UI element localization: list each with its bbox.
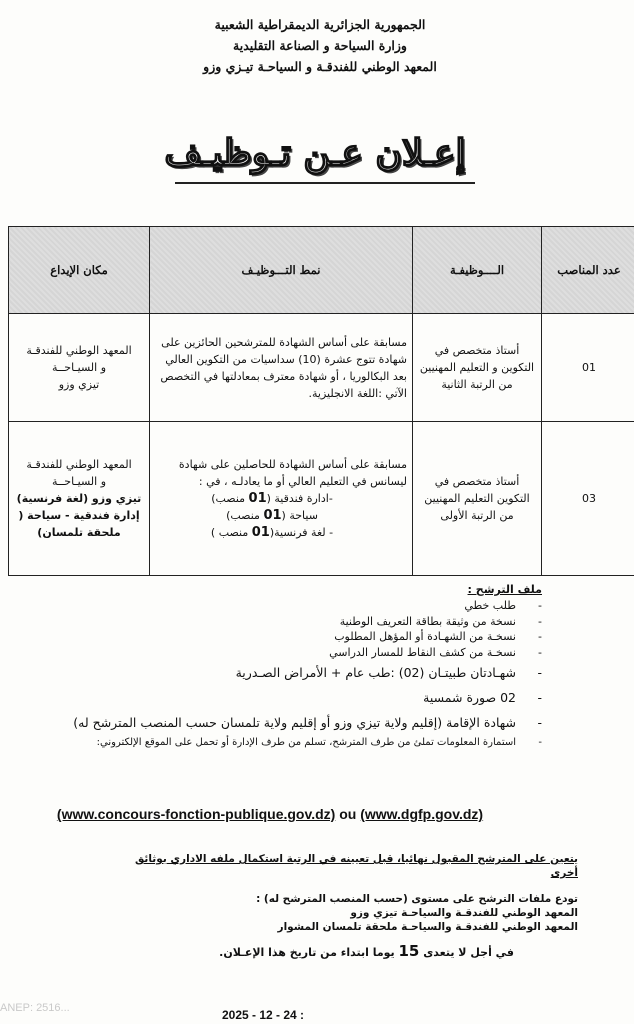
header-place: مكان الإيداع [9, 227, 150, 314]
note-line: المعهد الوطني للفندقـة والسياحـة ملحقة تلمسان المشوار [277, 921, 578, 933]
row-job: أستاذ متخصص في التكوين التعليم المهنيين من الرتبة الأولى [413, 422, 542, 576]
table-header-row [9, 227, 634, 314]
recruitment-table [8, 226, 634, 576]
header-count: عدد المناصب [542, 227, 634, 314]
mode-item: -ادارة فندقية (01 منصب) [211, 491, 333, 506]
website-link[interactable]: (www.dgfp.gov.dz) [360, 806, 484, 822]
list-item: - استمارة المعلومات تملئ من طرف المترشح، تسلم من طرف الإدارة أو تحمل على الموقع الإلكتروني: [62, 735, 542, 751]
list-item: - نسخـة من كشف النقاط للمسار الدراسي [62, 645, 542, 661]
header-ministry: وزارة السياحة و الصناعة التقليدية [233, 38, 407, 53]
place-line: و السيـاحــة [51, 361, 107, 374]
mode-item: - لغة فرنسية(01 منصب ) [210, 525, 334, 540]
footer-date: 2025 - 12 - 24 : [222, 1008, 305, 1022]
row-job: أستاذ متخصص في التكوين و التعليم المهنيين من الرتبة الثانية [413, 314, 542, 422]
place-line: إدارة فندقية - سياحة ( ملحقة تلمسان) [18, 509, 140, 539]
documents-section [62, 583, 542, 751]
list-item: - نسخة من وثيقة بطاقة التعريف الوطنية [62, 614, 542, 630]
row-count: 03 [542, 422, 634, 576]
deadline-days: 15 [398, 942, 420, 960]
page-title: إعـلان عـن تـوظيـف [164, 132, 466, 174]
header-republic: الجمهورية الجزائرية الديمقراطية الشعبية [214, 17, 426, 32]
note-line: تودع ملفات الترشح على مستوى (حسب المنصب المترشح له) : [256, 893, 578, 905]
list-item: - طلب خطي [62, 598, 542, 614]
row-mode: مسابقة على أساس الشهادة للمترشحين الحائزين على شهادة تتوج عشرة (10) سداسيات من التكوين العالي بعد البكالوريا ، أو شهادة معترف بمعادلتها في التخصص الآتي :اللغة الانجليزية. [150, 314, 413, 422]
row-count: 01 [542, 314, 634, 422]
note-line: المعهد الوطني للفندقـة والسياحـة تيزي وزو [350, 907, 578, 919]
website-link[interactable]: (www.concours-fonction-publique.gov.dz) [56, 806, 336, 822]
list-item: - شهـادتان طبيتـان (02) :طب عام + الأمراض الصـدرية [62, 660, 542, 685]
header-institute: المعهد الوطني للفندقـة و السياحـة تيـزي وزو [203, 59, 437, 74]
table-row [9, 422, 634, 576]
deadline: في أجل لا يتعدى 15 يوما ابتداء من تاريخ هذا الإعـلان. [219, 942, 514, 960]
row-mode [150, 422, 413, 576]
title-underline [175, 182, 475, 184]
documents-list [62, 598, 542, 751]
row-place [9, 422, 150, 576]
header-job: الــــوظيفـة [413, 227, 542, 314]
table-row [9, 314, 634, 422]
list-item: - نسخـة من الشهـادة أو المؤهل المطلوب [62, 629, 542, 645]
footer-faint-code: ANEP: 2516... [0, 1002, 70, 1014]
websites-line [50, 806, 490, 822]
place-line: و السيـاحــة [51, 475, 107, 488]
place-line: تيزي وزو (لغة فرنسية) [16, 492, 142, 505]
document-header [170, 14, 470, 77]
mode-item: سياحة (01 منصب) [226, 508, 318, 523]
place-line: تيزي وزو [58, 378, 100, 391]
documents-title: ملف الترشح : [467, 583, 542, 596]
list-item: - شهادة الإقامة (إقليم ولاية تيزي وزو أو إقليم ولاية تلمسان حسب المنصب المترشح له) [62, 710, 542, 735]
notes-section [128, 852, 578, 934]
mode-intro: مسابقة على أساس الشهادة للحاصلين على شهادة ليسانس في التعليم العالي أو ما يعادلـه ، في : [178, 458, 407, 488]
place-line: المعهد الوطني للفندقـة [26, 344, 132, 357]
header-mode: نمط التـــوظيـف [150, 227, 413, 314]
row-place [9, 314, 150, 422]
website-separator: ou [335, 806, 361, 822]
note-line: يتعين على المترشح المقبول نهائيا، قبل تعيينه في الرتبة استكمال ملفه الاداري بوثائق أخرى [134, 853, 578, 879]
list-item: - 02 صورة شمسية [62, 685, 542, 710]
place-line: المعهد الوطني للفندقـة [26, 458, 132, 471]
